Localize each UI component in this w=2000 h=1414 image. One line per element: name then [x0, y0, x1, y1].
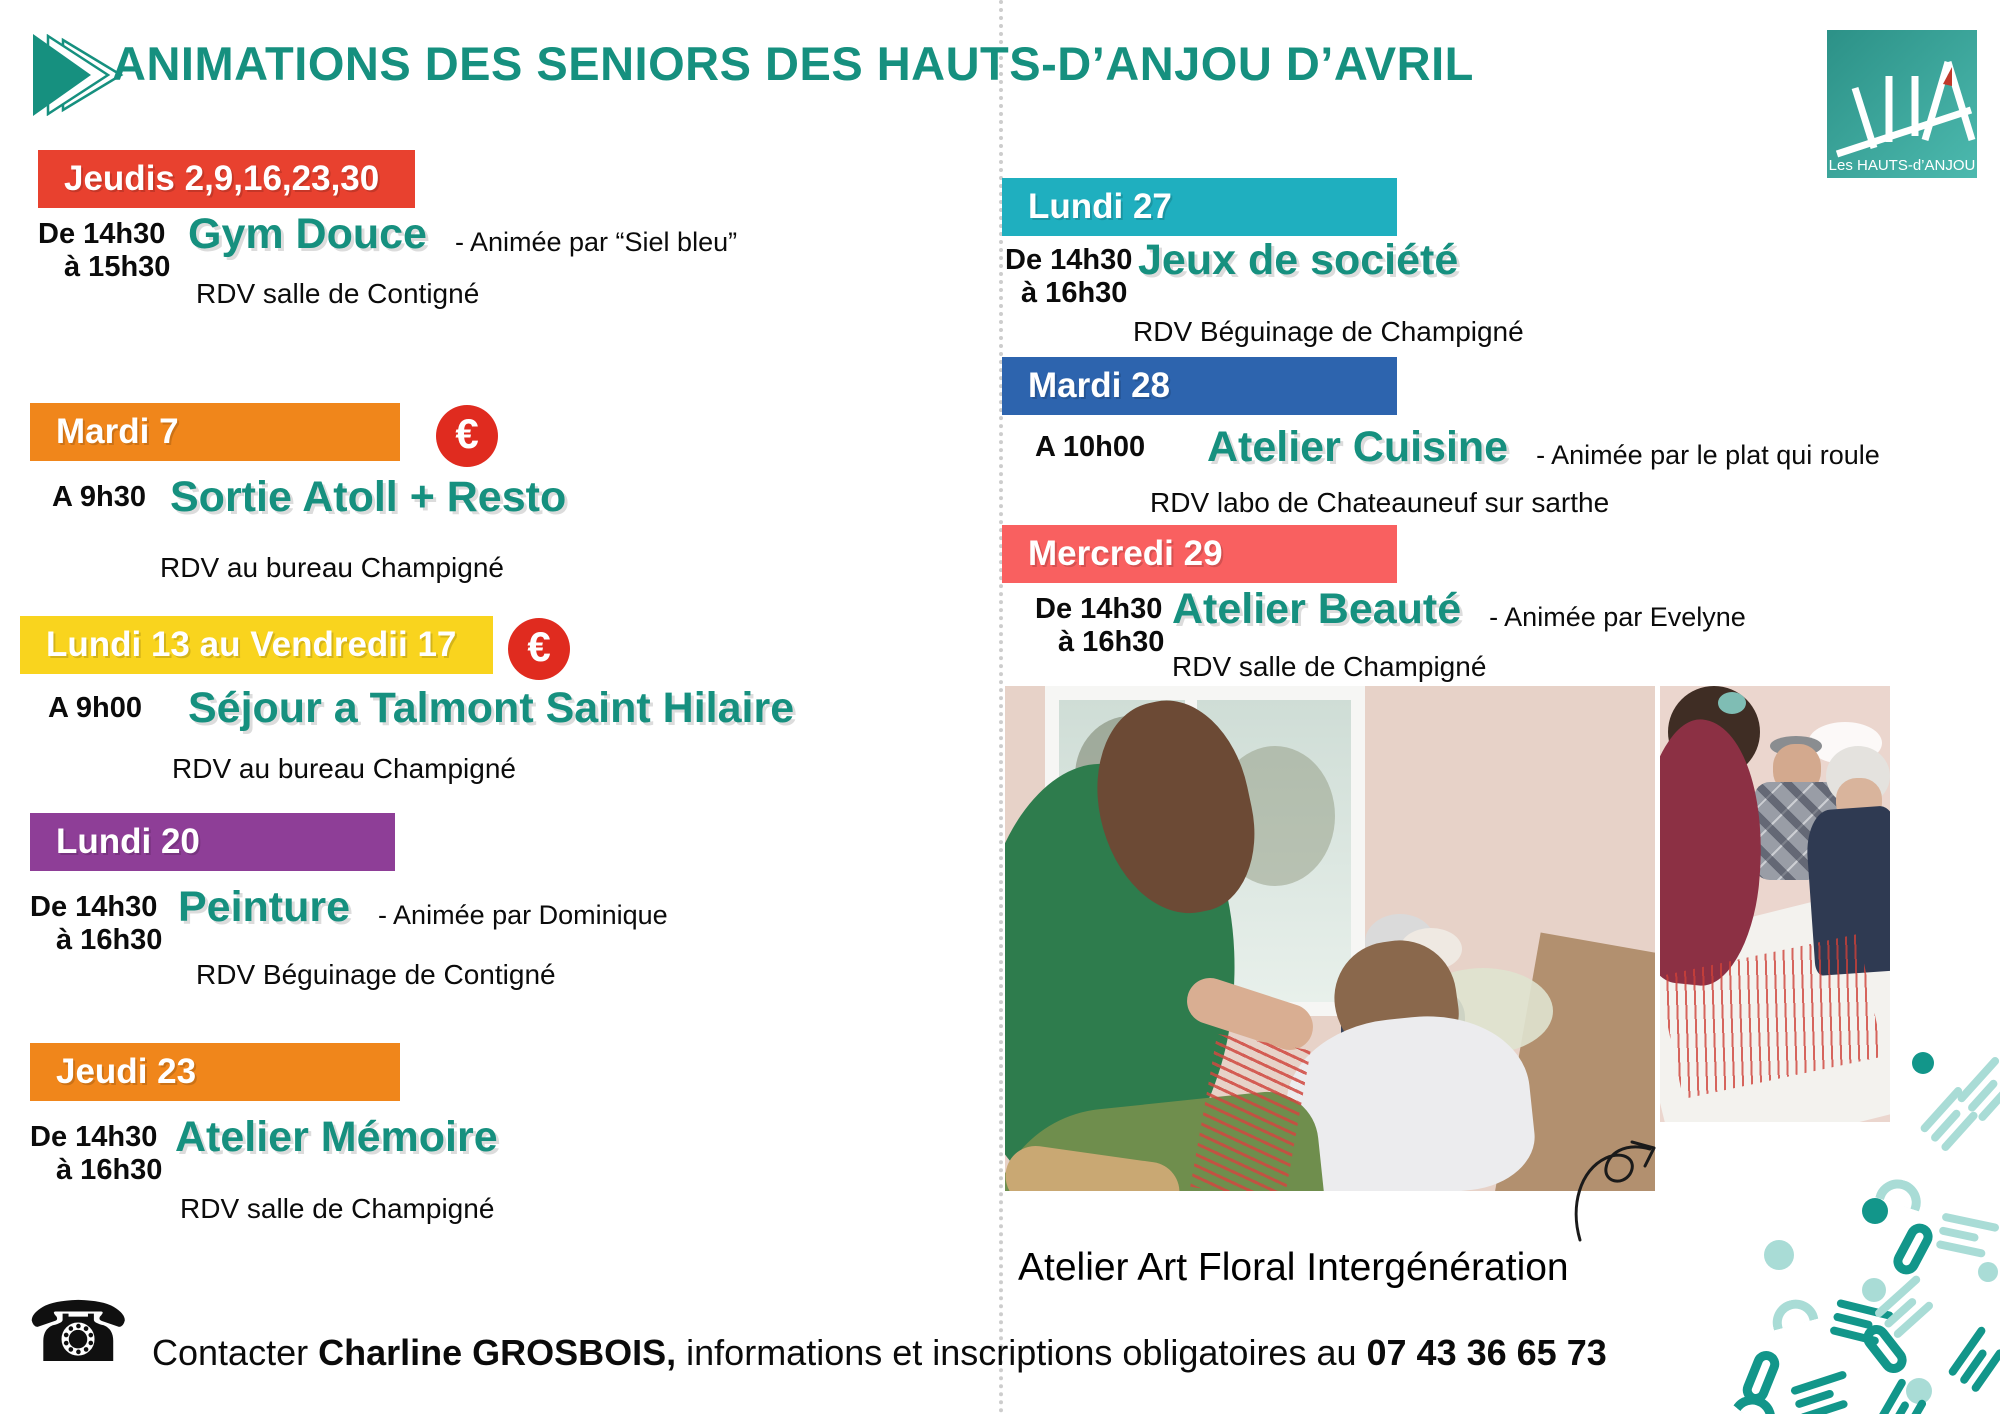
- event-jeux-de-societe: [1002, 178, 1992, 348]
- confetti-lines: [1790, 1370, 1858, 1414]
- contact-prefix: Contacter: [152, 1332, 319, 1373]
- event-title: Jeux de société: [1138, 236, 1459, 284]
- event-location: RDV salle de Contigné: [196, 278, 480, 310]
- event-title: Atelier Beauté: [1172, 585, 1462, 633]
- event-animator: - Animée par Evelyne: [1489, 602, 1746, 632]
- euro-paid-icon: €: [436, 405, 498, 467]
- event-time: [30, 1115, 175, 1187]
- event-animator: - Animée par le plat qui roule: [1536, 440, 1880, 470]
- event-day-banner: Lundi 13 au Vendredii 17: [20, 616, 493, 674]
- confetti-half-circle: [1768, 1294, 1819, 1330]
- event-day-banner: Mardi 28: [1002, 357, 1397, 415]
- event-day-banner: Lundi 27: [1002, 178, 1397, 236]
- event-time-line1: De 14h30: [1035, 593, 1163, 625]
- event-location: RDV Béguinage de Contigné: [196, 959, 556, 991]
- event-sejour-talmont: [20, 616, 980, 785]
- event-atelier-beaute: [1002, 525, 1992, 683]
- event-time-line1: A 9h30: [52, 481, 147, 513]
- event-time-line1: De 14h30: [30, 891, 158, 923]
- event-title: Sortie Atoll + Resto: [170, 473, 567, 521]
- event-time-line1: De 14h30: [38, 218, 166, 250]
- event-time-line1: De 14h30: [30, 1121, 158, 1153]
- event-day-banner: Jeudis 2,9,16,23,30: [38, 150, 415, 208]
- event-title: Séjour a Talmont Saint Hilaire: [188, 684, 795, 732]
- euro-paid-icon: €: [508, 618, 570, 680]
- event-location: RDV Béguinage de Champigné: [1133, 316, 1524, 348]
- event-location: RDV labo de Chateauneuf sur sarthe: [1150, 487, 1610, 518]
- event-time: [1002, 238, 1138, 310]
- confetti-dot: [1862, 1198, 1888, 1224]
- event-time-line2: à 15h30: [64, 251, 171, 284]
- photo-art-floral-left: [1005, 686, 1655, 1191]
- event-peinture: [30, 813, 960, 991]
- event-sortie-atoll: [30, 403, 960, 584]
- confetti-dot: [1978, 1262, 1998, 1282]
- contact-name: Charline GROSBOIS,: [318, 1332, 677, 1373]
- event-location: RDV au bureau Champigné: [160, 552, 504, 584]
- event-location: RDV au bureau Champigné: [172, 753, 516, 785]
- event-title: Atelier Cuisine: [1207, 423, 1509, 471]
- confetti-dot: [1862, 1278, 1886, 1302]
- event-time-line1: A 9h00: [48, 692, 143, 724]
- event-atelier-memoire: [30, 1043, 960, 1225]
- event-time: [30, 475, 170, 514]
- page-title: ANIMATIONS DES SENIORS DES HAUTS-D’ANJOU D’AVRIL: [112, 37, 1474, 90]
- event-time-line1: A 10h00: [1035, 431, 1146, 463]
- event-day-banner: Mercredi 29: [1002, 525, 1397, 583]
- event-day-banner: Lundi 20: [30, 813, 395, 871]
- event-gym-douce: [38, 150, 968, 310]
- event-time-line2: à 16h30: [56, 1154, 163, 1187]
- event-time: [1002, 425, 1175, 464]
- event-location: RDV salle de Champigné: [1172, 651, 1487, 683]
- event-day-banner: Jeudi 23: [30, 1043, 400, 1101]
- confetti-dot: [1912, 1052, 1934, 1074]
- event-time: [38, 212, 188, 284]
- event-time-line2: à 16h30: [1058, 626, 1165, 659]
- event-title: Peinture: [178, 883, 351, 931]
- confetti-pill: [1889, 1219, 1937, 1279]
- confetti-dot: [1764, 1240, 1794, 1270]
- contact-line: [152, 1332, 1607, 1374]
- photo-caption: Atelier Art Floral Intergénération: [1018, 1246, 1569, 1289]
- confetti-lines: [1934, 1212, 1999, 1265]
- photo-shape: [1718, 692, 1746, 714]
- event-location: RDV salle de Champigné: [180, 1193, 495, 1225]
- event-title: Atelier Mémoire: [175, 1113, 498, 1161]
- event-time: [20, 686, 160, 725]
- telephone-icon: ☎: [26, 1285, 131, 1379]
- event-time-line2: à 16h30: [56, 924, 163, 957]
- event-atelier-cuisine: [1002, 357, 1992, 519]
- event-time-line2: à 16h30: [1021, 277, 1128, 310]
- curly-arrow-doodle: [1566, 1134, 1666, 1251]
- event-animator: - Animée par “Siel bleu”: [454, 227, 738, 257]
- event-title: Gym Douce: [188, 210, 427, 258]
- contact-phone-number: 07 43 36 65 73: [1366, 1332, 1607, 1373]
- confetti-decoration: [1700, 1030, 2000, 1414]
- logo-caption: Les HAUTS-d’ANJOU: [1828, 157, 1976, 174]
- event-day-banner: Mardi 7: [30, 403, 400, 461]
- event-animator: - Animée par Dominique: [378, 900, 668, 930]
- confetti-lines: [1947, 1325, 2000, 1397]
- event-time-line1: De 14h30: [1005, 244, 1133, 276]
- event-time: [1002, 587, 1172, 659]
- contact-middle: informations et inscriptions obligatoires au: [676, 1332, 1367, 1373]
- event-time: [30, 885, 178, 957]
- lha-logo: [1827, 30, 1977, 178]
